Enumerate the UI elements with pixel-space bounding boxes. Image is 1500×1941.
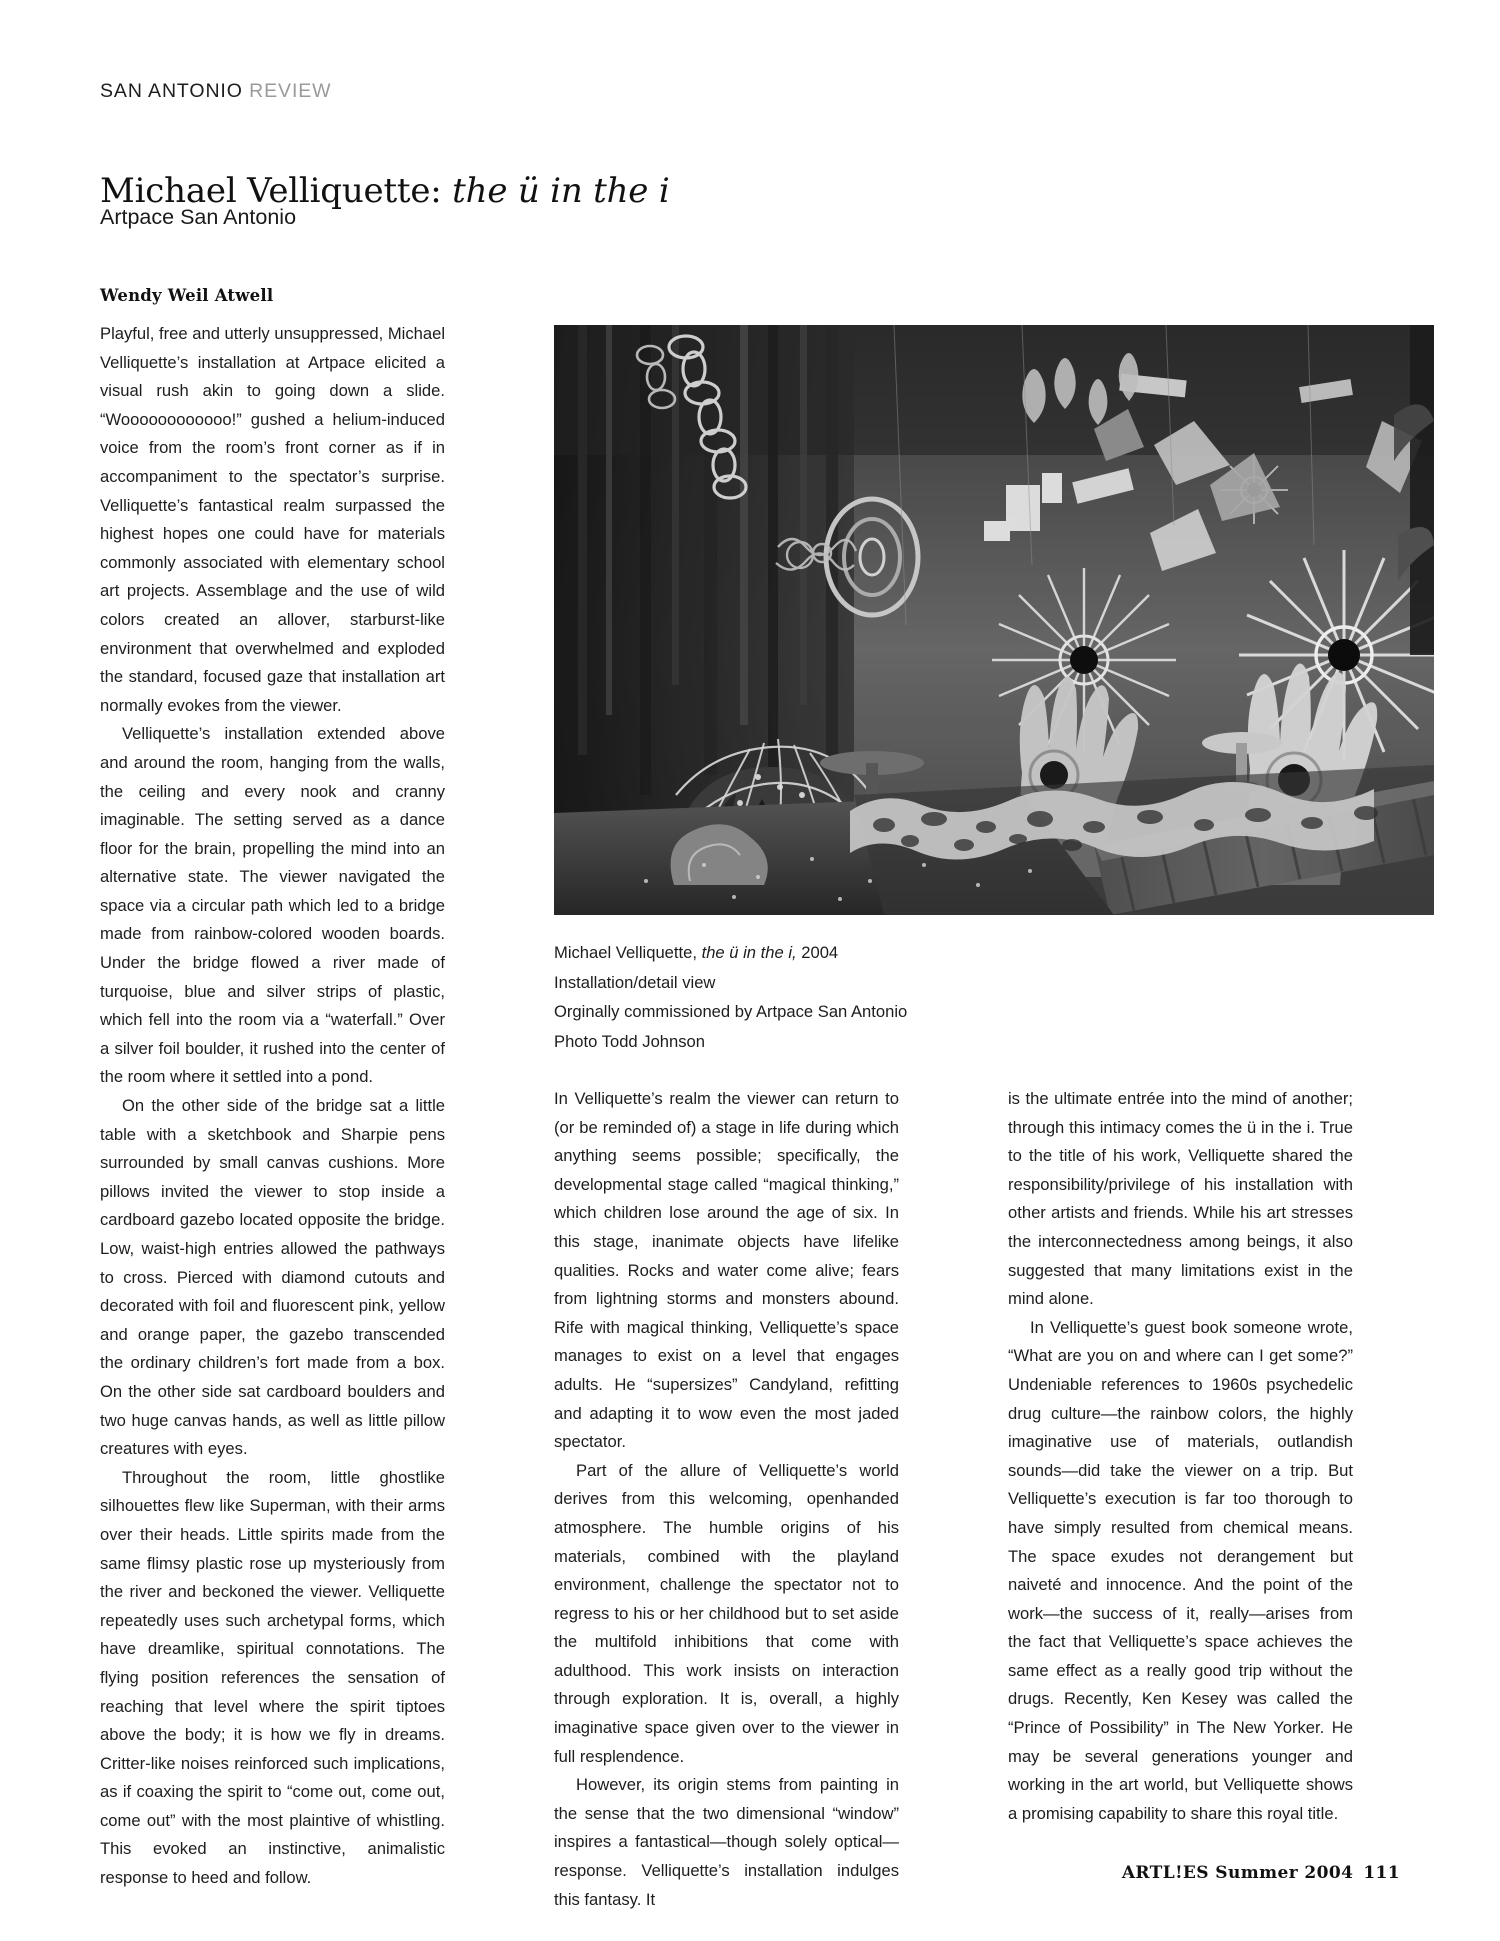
title-work: the ü in the i (452, 170, 670, 211)
paragraph: is the ultimate entrée into the mind of another; through this intimacy comes the ü in the i. True to the title of his work, Velliquette shared the responsibility/privilege of his installation with other artists and friends. While his art stresses the interconnectedness among beings, it also suggested that many limitations exist in the mind alone. (1008, 1089, 1353, 1309)
paragraph: However, its origin stems from painting in the sense that the two dimensional “window” inspires a fantastical—though solely optical—response. Velliquette’s installation indulges this fantasy. It (554, 1775, 899, 1909)
paragraph: In Velliquette’s realm the viewer can return to (or be reminded of) a stage in life during which anything seems possible; specifically, the developmental stage called “magical thinking,” which children lose around the age of six. In this stage, inanimate objects have lifelike qualities. Rocks and water come alive; fears from lightning storms and monsters abound. Rife with magical thinking, Velliquette’s space manages to exist on a level that engages adults. He “supersizes” Candyland, refitting and adapting it to wow even the most jaded spectator. (554, 1089, 899, 1452)
italic-title: ü in the i. (1247, 1117, 1315, 1137)
paragraph: Playful, free and utterly unsuppressed, Michael Velliquette’s installation at Artpace elicited a visual rush akin to going down a slide. “Woooooooooooo!” gushed a helium-induced voice from the room’s front corner as if in accompaniment to the spectator’s surprise. Velliquette’s fantastical realm surpassed the highest hopes one could have for materials commonly associated with elementary school art projects. Assemblage and the use of wild colors created an allover, starburst-like environment that overwhelmed and exploded the standard, focused gaze that installation art normally evokes from the viewer. (100, 324, 445, 715)
author-byline: Wendy Weil Atwell (100, 286, 274, 305)
photo-graphic (554, 325, 1434, 915)
running-head-section: SAN ANTONIO (100, 80, 243, 102)
caption-line-1 (554, 938, 1094, 968)
running-head-kind: REVIEW (249, 80, 332, 102)
paragraph: In Velliquette’s guest book someone wrote, “What are you on and where can I get some?” Undeniable references to 1960s psychedelic drug culture—the rainbow colors, the highly imaginative use of materials, outlandish sounds—did take the viewer on a trip. But Velliquette’s execution is far too thorough to have simply resulted from chemical means. The space exudes not derangement but naiveté and innocence. And the point of the work—the success of it, really—arises from the fact that Velliquette’s space achieves the same effect as a really good trip without the drugs. Recently, Ken Kesey was called the “Prince of Possibility” in The New Yorker. He may be several generations younger and working in the art world, but Velliquette shows a promising capability to share this royal title. (1008, 1317, 1353, 1823)
body-column-2 (554, 1085, 899, 1909)
italic-title: Candyland, (749, 1374, 834, 1394)
caption-line-2: Installation/detail view (554, 972, 716, 992)
footer-publication: ARTL!ES Summer 2004 (1121, 1863, 1354, 1883)
italic-quote: “What are you on and where can I get some?” (1008, 1346, 1353, 1366)
caption-line-4: Photo Todd Johnson (554, 1031, 706, 1051)
paragraph: Throughout the room, little ghostlike silhouettes flew like Superman, with their arms over their heads. Little spirits made from the same flimsy plastic rose up mysteriously from the river and beckoned the viewer. Velliquette repeatedly uses such archetypal forms, which have dreamlike, spiritual connotations. The flying position references the sensation of reaching that level where the spirit tiptoes above the body; it is how we fly in dreams. Critter-like noises reinforced such implications, as if coaxing the spirit to “come out, come out, come out” with the most plaintive of whistling. This evoked an instinctive, animalistic response to heed and follow. (100, 1467, 445, 1888)
body-column-1 (100, 320, 445, 1888)
photo-image (554, 325, 1434, 915)
title-artist: Michael Velliquette: (100, 170, 453, 211)
page-footer (1122, 1863, 1400, 1883)
paragraph: Part of the allure of Velliquette’s world derives from this welcoming, openhanded atmosphere. The humble origins of his materials, combined with the playland environment, challenge the spectator not to regress to his or her childhood but to set aside the multifold inhibitions that come with adulthood. This work insists on interaction through exploration. It is, overall, a highly imaginative space given over to the viewer in full resplendence. (554, 1460, 899, 1766)
caption-work-title: the ü in the i, (701, 943, 797, 962)
venue-subtitle: Artpace San Antonio (100, 205, 297, 229)
caption-line-3: Orginally commissioned by Artpace San Antonio (554, 1002, 908, 1021)
caption-artist: Michael Velliquette, (554, 943, 702, 962)
paragraph: Velliquette’s installation extended above and around the room, hanging from the walls, the ceiling and every nook and cranny imaginable. The setting served as a dance floor for the brain, propelling the mind into an alternative state. The viewer navigated the space via a circular path which led to a bridge made from rainbow-colored wooden boards. Under the bridge flowed a river made of turquoise, blue and silver strips of plastic, which fell into the room via a “waterfall.” Over a silver foil boulder, it rushed into the center of the room where it settled into a pond. (100, 724, 445, 1087)
body-column-3 (1008, 1085, 1353, 1823)
installation-photograph (554, 325, 1434, 915)
caption-year: 2004 (796, 943, 839, 962)
paragraph: On the other side of the bridge sat a little table with a sketchbook and Sharpie pens surrounded by small canvas cushions. More pillows invited the viewer to stop inside a cardboard gazebo located opposite the bridge. Low, waist-high entries allowed the pathways to cross. Pierced with diamond cutouts and decorated with foil and fluorescent pink, yellow and orange paper, the gazebo transcended the ordinary children’s fort made from a box. On the other side sat cardboard boulders and two huge canvas hands, as well as little pillow creatures with eyes. (100, 1096, 445, 1459)
italic-publication: The New Yorker. (1196, 1718, 1325, 1738)
figure-caption (554, 938, 1094, 1056)
page-number: 111 (1363, 1863, 1400, 1883)
running-head (100, 80, 331, 103)
